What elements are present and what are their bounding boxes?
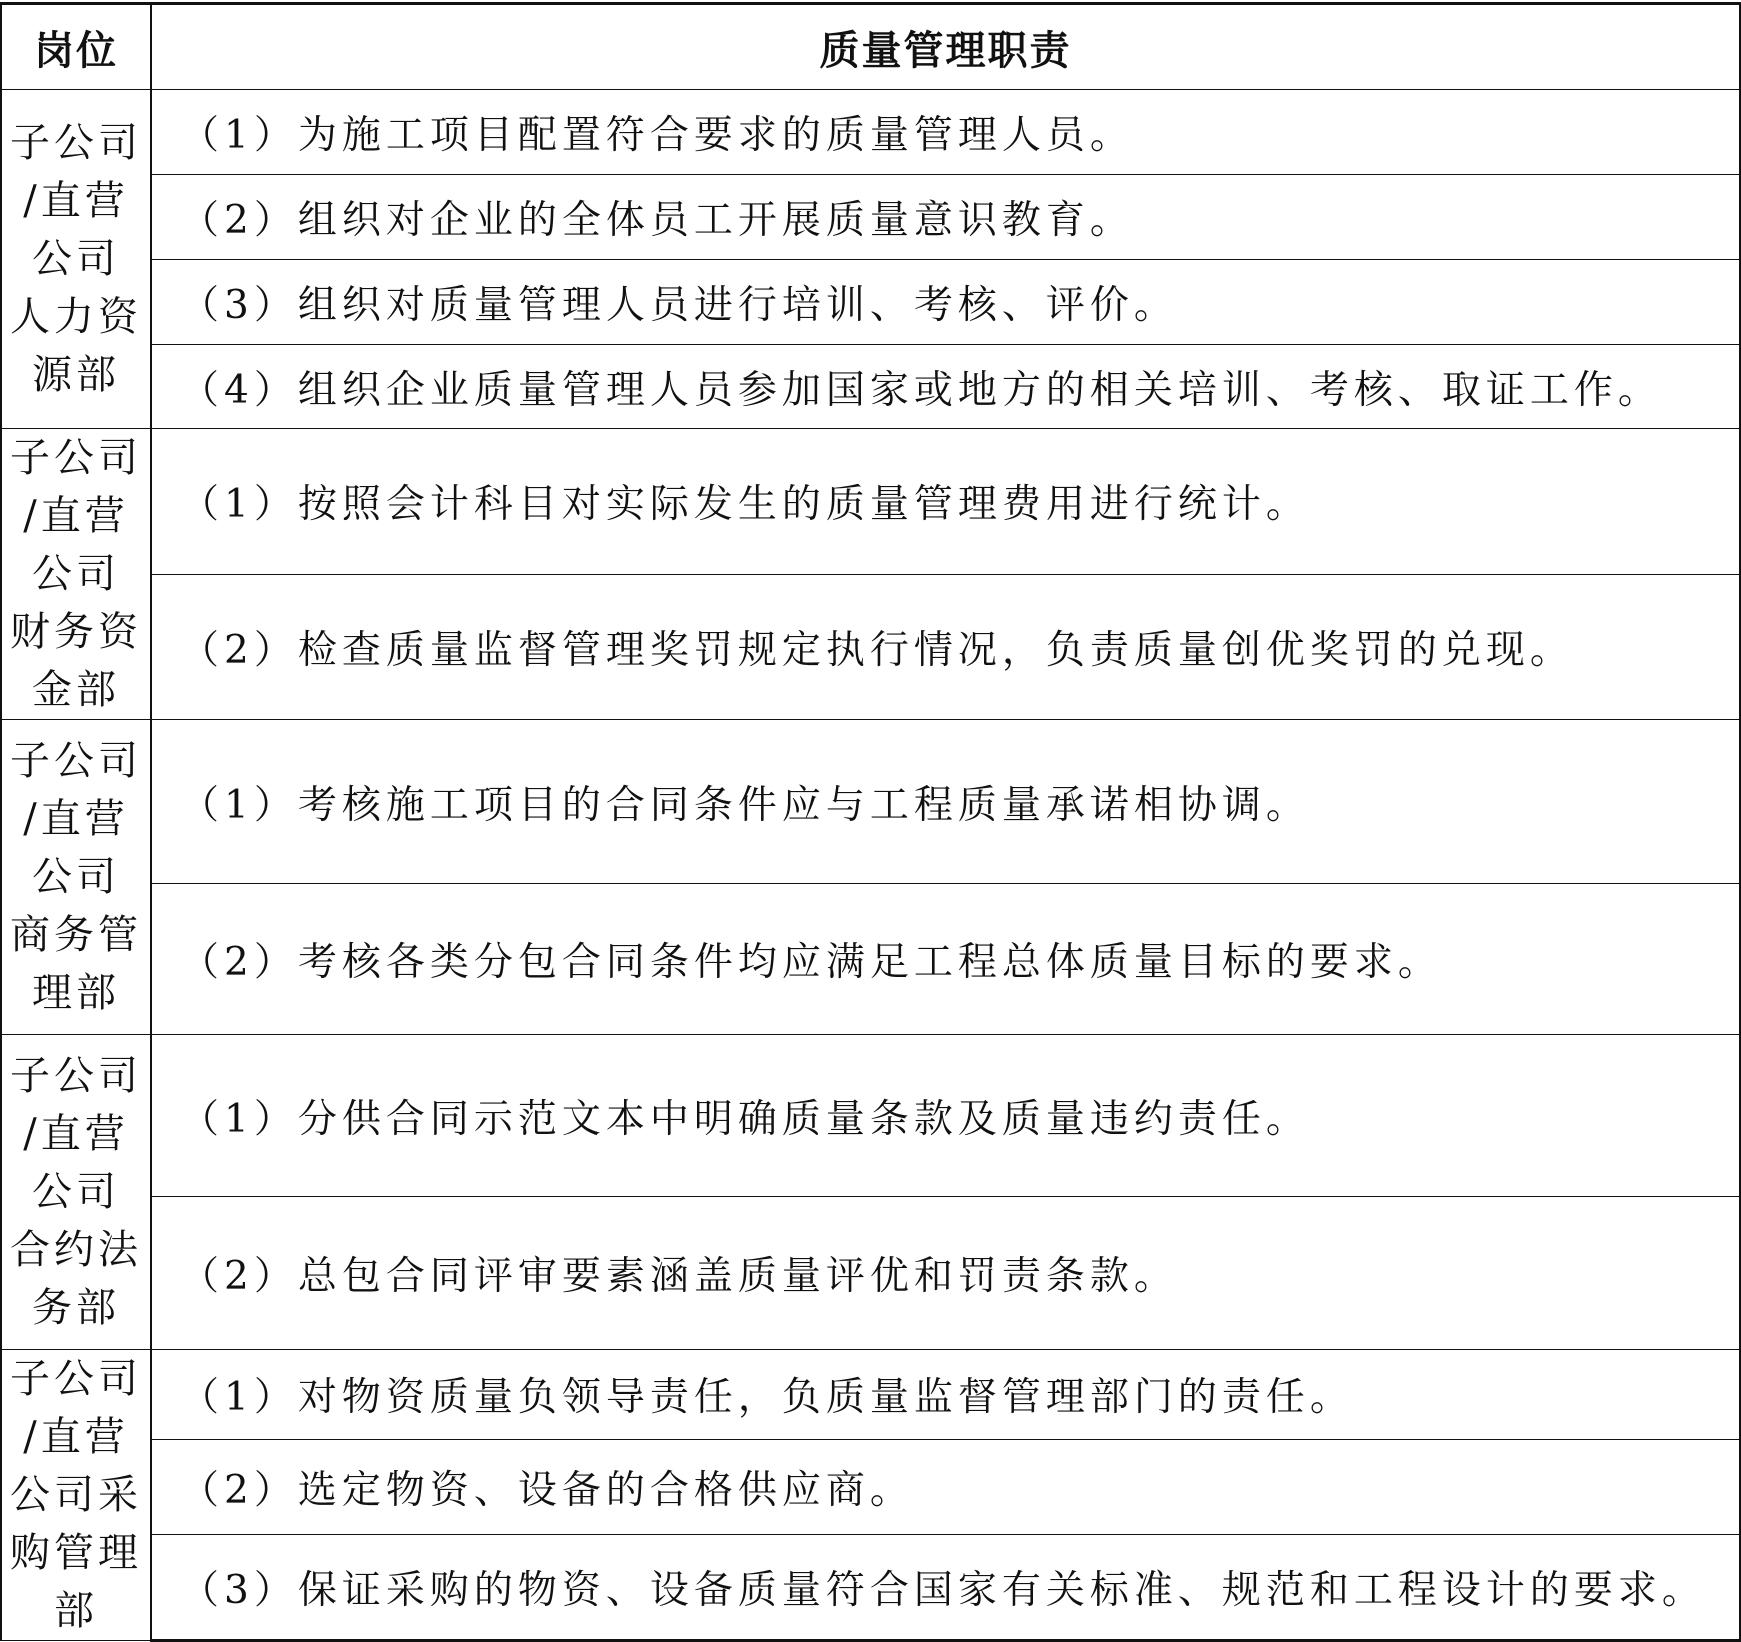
header-duty: 质量管理职责	[151, 4, 1740, 90]
table-row	[1, 260, 1740, 345]
duty-cell: （1）为施工项目配置符合要求的质量管理人员。	[151, 90, 1740, 175]
table-row	[1, 574, 1740, 720]
post-cell-business: 子公司 /直营 公司 商务管 理部	[1, 720, 151, 1035]
table-row	[1, 1035, 1740, 1197]
duty-cell: （3）保证采购的物资、设备质量符合国家有关标准、规范和工程设计的要求。	[151, 1534, 1740, 1640]
table-row	[1, 1439, 1740, 1534]
header-row	[1, 4, 1740, 90]
table-row	[1, 1197, 1740, 1350]
table-row	[1, 90, 1740, 175]
duty-cell: （2）考核各类分包合同条件均应满足工程总体质量目标的要求。	[151, 884, 1740, 1035]
header-post: 岗位	[1, 4, 151, 90]
table-row	[1, 720, 1740, 884]
duty-cell: （4）组织企业质量管理人员参加国家或地方的相关培训、考核、取证工作。	[151, 345, 1740, 429]
table-row	[1, 175, 1740, 260]
post-cell-legal: 子公司 /直营 公司 合约法 务部	[1, 1035, 151, 1350]
duty-cell: （1）对物资质量负领导责任，负质量监督管理部门的责任。	[151, 1350, 1740, 1440]
duty-cell: （1）考核施工项目的合同条件应与工程质量承诺相协调。	[151, 720, 1740, 884]
table-row	[1, 884, 1740, 1035]
post-cell-finance: 子公司 /直营 公司 财务资 金部	[1, 429, 151, 720]
duty-cell: （3）组织对质量管理人员进行培训、考核、评价。	[151, 260, 1740, 345]
duty-cell: （2）检查质量监督管理奖罚规定执行情况，负责质量创优奖罚的兑现。	[151, 574, 1740, 720]
post-cell-procurement: 子公司 /直营 公司采 购管理 部	[1, 1350, 151, 1641]
table-row	[1, 345, 1740, 429]
duty-cell: （2）选定物资、设备的合格供应商。	[151, 1439, 1740, 1534]
duty-cell: （1）分供合同示范文本中明确质量条款及质量违约责任。	[151, 1035, 1740, 1197]
duty-cell: （2）总包合同评审要素涵盖质量评优和罚责条款。	[151, 1197, 1740, 1350]
post-cell-hr: 子公司 /直营 公司 人力资 源部	[1, 90, 151, 429]
duty-table	[0, 2, 1741, 1642]
duty-cell: （1）按照会计科目对实际发生的质量管理费用进行统计。	[151, 429, 1740, 575]
table-row	[1, 1350, 1740, 1440]
table-row	[1, 1534, 1740, 1640]
table-row	[1, 429, 1740, 575]
duty-cell: （2）组织对企业的全体员工开展质量意识教育。	[151, 175, 1740, 260]
